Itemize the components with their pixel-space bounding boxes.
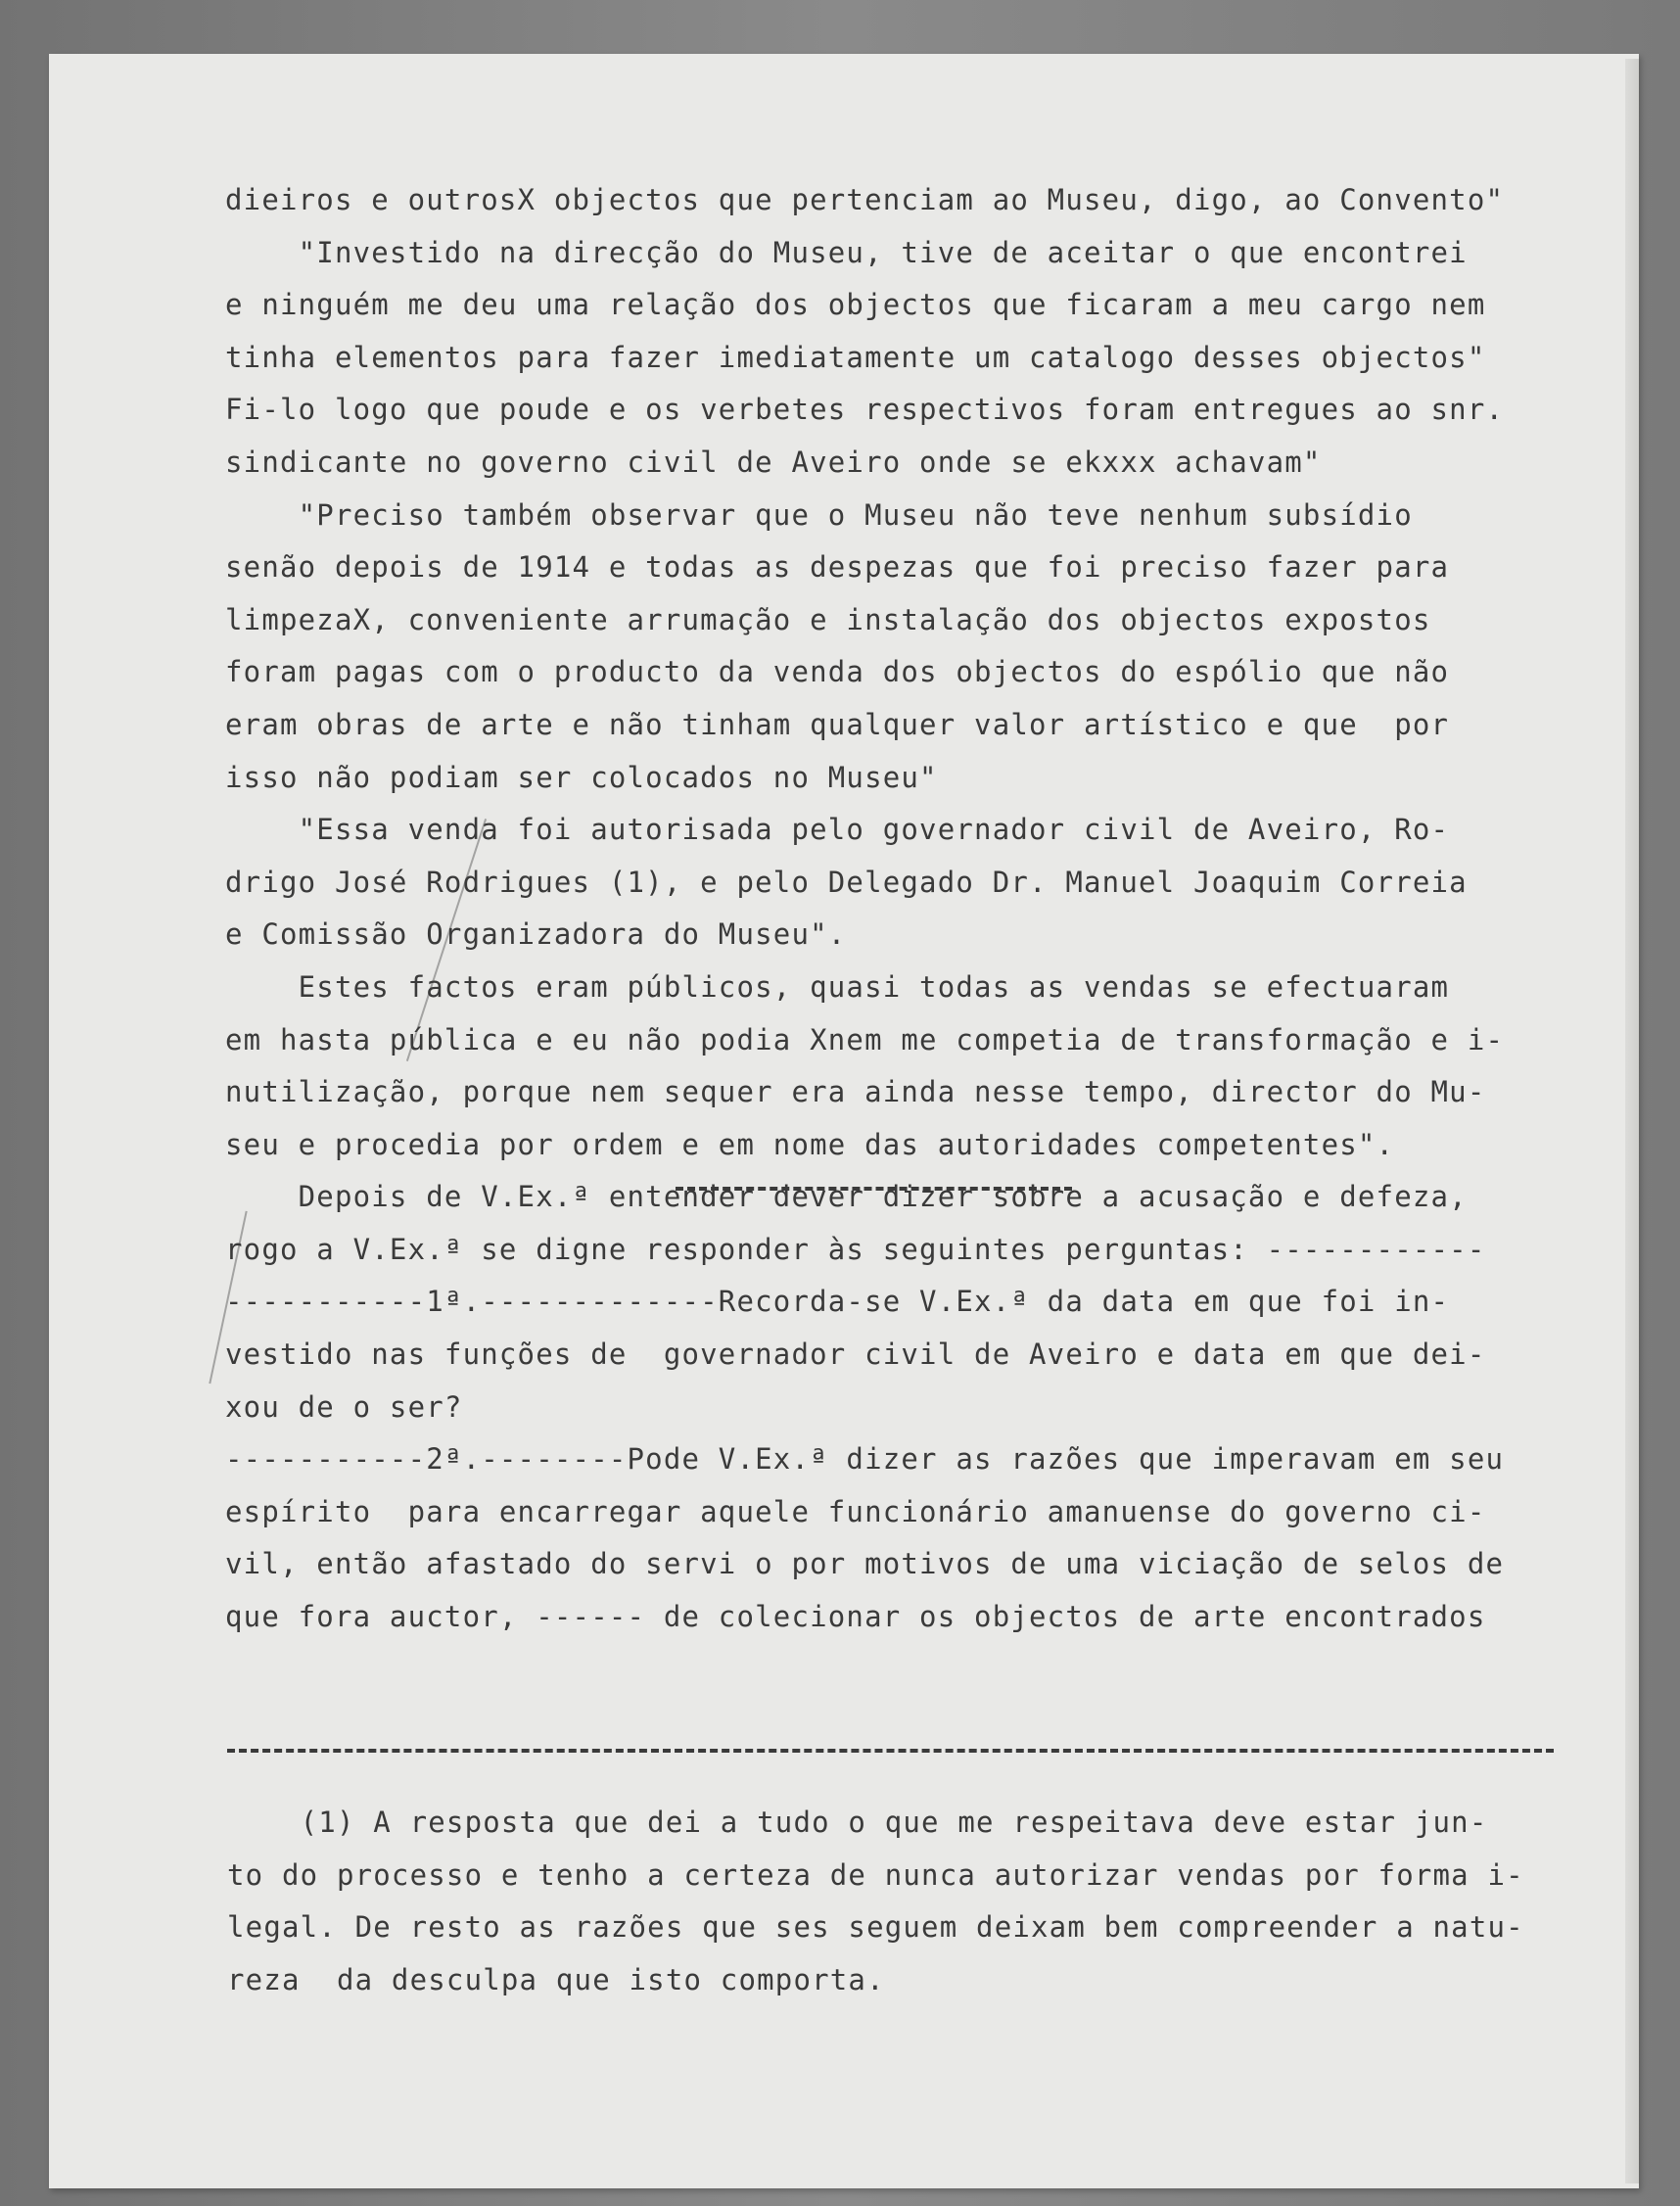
body-line: eram obras de arte e não tinham qualquer valor artístico e que por	[225, 707, 1450, 741]
body-line: -----------1ª.-------------Recorda-se V.Ex.ª da data em que foi in-	[225, 1285, 1450, 1319]
body-line: rogo a V.Ex.ª se digne responder às seguintes perguntas: ------------	[225, 1232, 1486, 1266]
body-line: vestido nas funções de governador civil de Aveiro e data em que dei-	[225, 1338, 1486, 1372]
footnote-divider	[227, 1749, 1554, 1753]
body-line: sindicante no governo civil de Aveiro onde se ekxxx achavam"	[225, 445, 1322, 479]
body-line: isso não podiam ser colocados no Museu"	[225, 760, 938, 794]
footnote	[227, 1797, 1598, 2006]
footnote-line: reza da desculpa que isto comporta.	[227, 1962, 885, 1996]
body-line: e Comissão Organizadora do Museu".	[225, 917, 847, 952]
footnote-line: to do processo e tenho a certeza de nunca autorizar vendas por forma i-	[227, 1857, 1524, 1892]
body-line: em hasta pública e eu não podia Xnem me competia de transformação e i-	[225, 1022, 1505, 1056]
body-line: xou de o ser?	[225, 1389, 463, 1424]
body-line: Fi-lo logo que poude e os verbetes respectivos foram entregues ao snr.	[225, 393, 1505, 427]
footnote-line: (1) A resposta que dei a tudo o que me respeitava deve estar jun-	[227, 1806, 1488, 1839]
body-line: foram pagas com o producto da venda dos objectos do espólio que não	[225, 655, 1450, 689]
body-line: dieiros e outrosX objectos que pertenciam ao Museu, digo, ao Convento"	[225, 183, 1505, 216]
body-line: seu e procedia por ordem e em nome das autoridades competentes".	[225, 1127, 1395, 1161]
page-edge	[1625, 59, 1639, 2183]
body-line: "Investido na direcção do Museu, tive de aceitar o que encontrei	[225, 235, 1468, 269]
body-line: e ninguém me deu uma relação dos objectos que ficaram a meu cargo nem	[225, 288, 1486, 322]
body-line: "Essa venda foi autorisada pelo governador civil de Aveiro, Ro-	[225, 813, 1450, 847]
body-line: vil, então afastado do servi o por motivos de uma viciação de selos de	[225, 1547, 1505, 1581]
body-line: senão depois de 1914 e todas as despezas que foi preciso fazer para	[225, 550, 1450, 585]
body-line: nutilização, porque nem sequer era ainda nesse tempo, director do Mu-	[225, 1075, 1486, 1109]
body-line: Estes factos eram públicos, quasi todas as vendas se efectuaram	[225, 969, 1450, 1004]
footnote-line: legal. De resto as razões que ses seguem deixam bem compreender a natu-	[227, 1910, 1524, 1945]
body-line: "Preciso também observar que o Museu não teve nenhum subsídio	[225, 497, 1413, 532]
body-line: limpezaX, conveniente arrumação e instalação dos objectos expostos	[225, 602, 1431, 636]
body-line: espírito para encarregar aquele funcionário amanuense do governo ci-	[225, 1494, 1486, 1528]
body-line: Depois de V.Ex.ª entender dever dizer sobre a acusação e defeza,	[225, 1180, 1468, 1214]
body-line: que fora auctor, ------ de colecionar os objectos de arte encontrados	[225, 1600, 1486, 1634]
body-line: tinha elementos para fazer imediatamente um catalogo desses objectos"	[225, 340, 1486, 374]
document-body	[225, 174, 1576, 1644]
body-line: -----------2ª.--------Pode V.Ex.ª dizer as razões que imperavam em seu	[225, 1442, 1505, 1477]
body-line: drigo José Rodrigues (1), e pelo Delegado Dr. Manuel Joaquim Correia	[225, 865, 1468, 899]
section-divider	[676, 1187, 1072, 1191]
